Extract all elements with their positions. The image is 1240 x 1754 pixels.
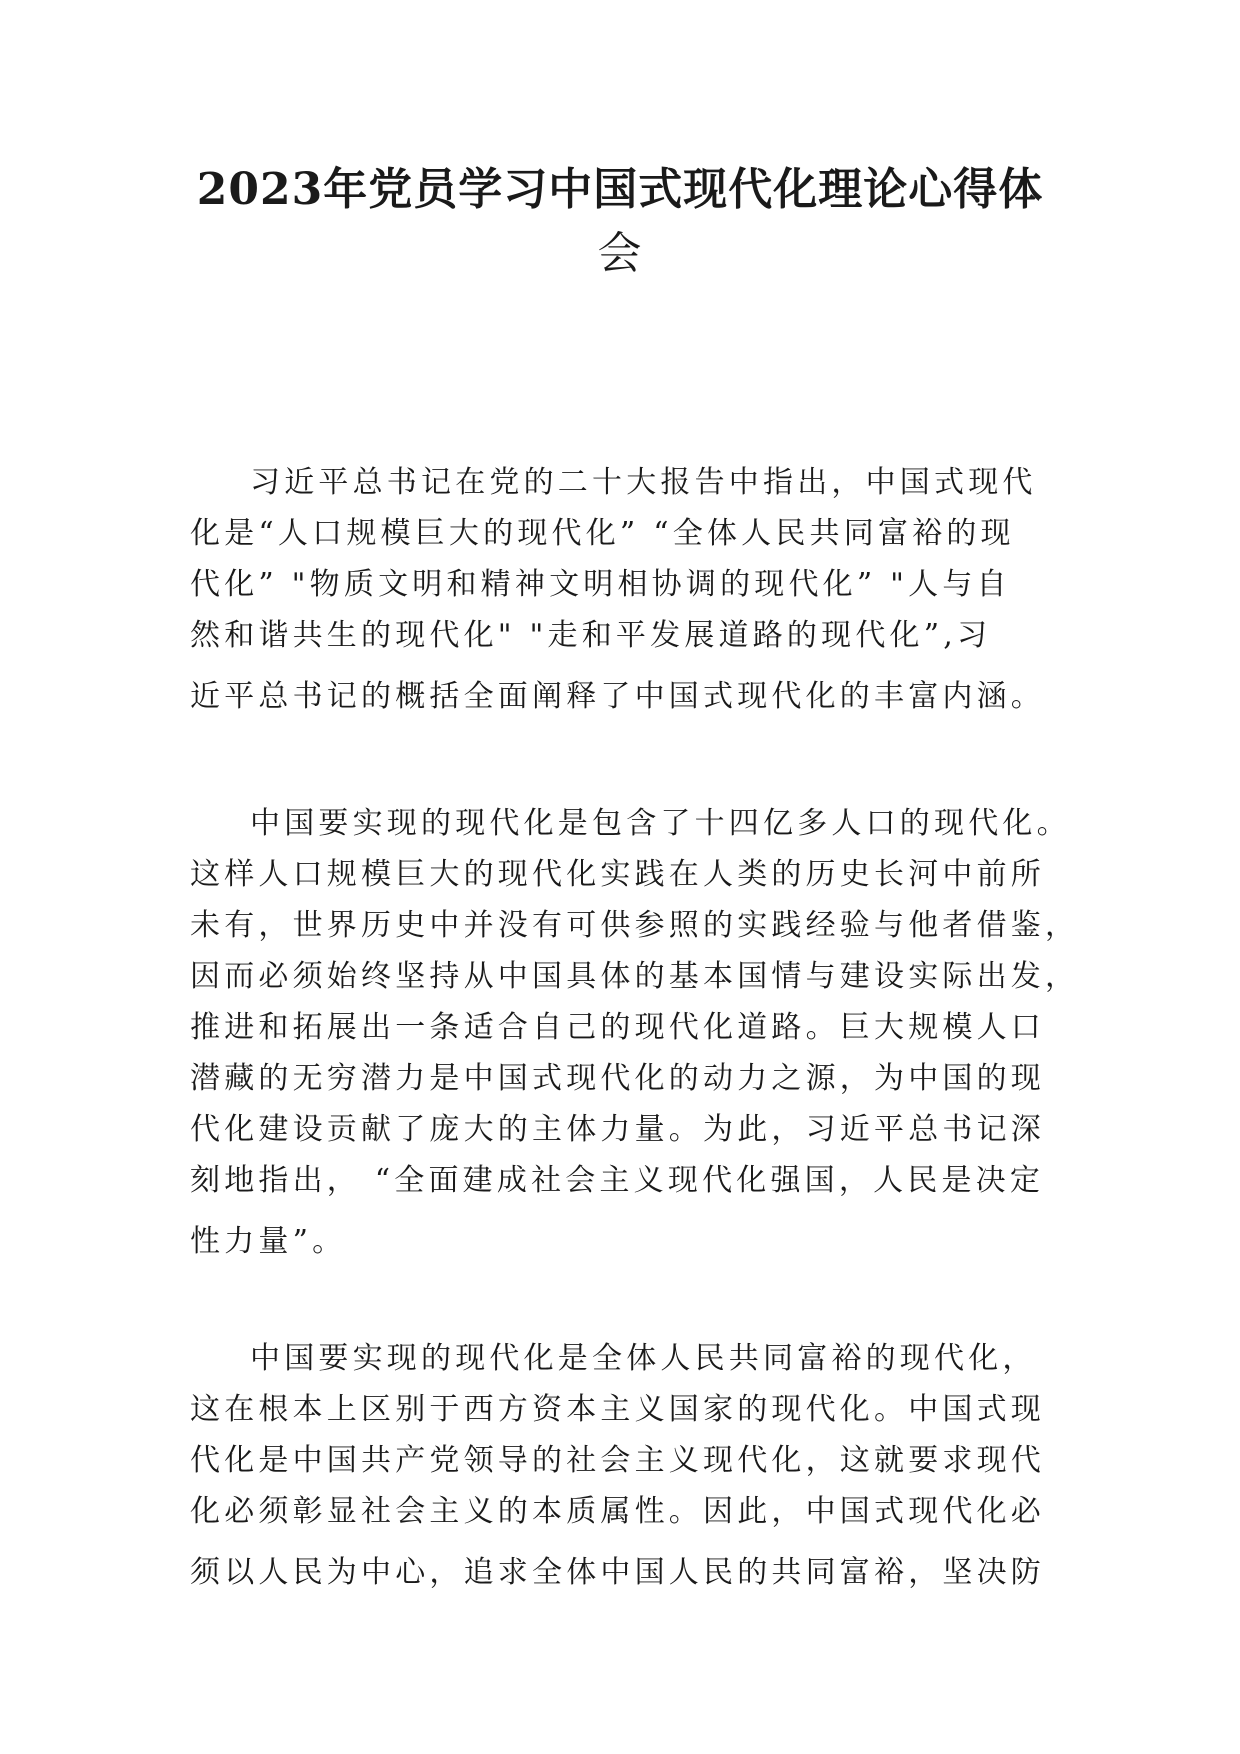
paragraph-line: 刻地指出， “全面建成社会主义现代化强国，人民是决定 bbox=[190, 1163, 1045, 1198]
paragraph-line: 潜藏的无穷潜力是中国式现代化的动力之源，为中国的现 bbox=[190, 1061, 1045, 1096]
paragraph-line: 性力量”。 bbox=[190, 1224, 347, 1259]
paragraph-line: 代化是中国共产党领导的社会主义现代化，这就要求现代 bbox=[190, 1443, 1045, 1478]
paragraph-3 bbox=[190, 1333, 1052, 1598]
title-line-2: 会 bbox=[597, 228, 643, 279]
document-title bbox=[180, 158, 1060, 286]
paragraph-line: 推进和拓展出一条适合自己的现代化道路。巨大规模人口 bbox=[190, 1010, 1045, 1045]
paragraph-line: 近平总书记的概括全面阐释了中国式现代化的丰富内涵。 bbox=[190, 679, 1045, 714]
paragraph-line: 化必须彰显社会主义的本质属性。因此，中国式现代化必 bbox=[190, 1494, 1045, 1529]
paragraph-line: 然和谐共生的现代化" "走和平发展道路的现代化”,习 bbox=[190, 618, 992, 653]
paragraph-line: 代化” "物质文明和精神文明相协调的现代化” "人与自 bbox=[190, 567, 1011, 602]
paragraph-1 bbox=[190, 457, 1052, 722]
paragraph-line: 中国要实现的现代化是全体人民共同富裕的现代化， bbox=[250, 1341, 1037, 1376]
paragraph-line: 未有，世界历史中并没有可供参照的实践经验与他者借鉴， bbox=[190, 908, 1080, 943]
title-line-1: 2023年党员学习中国式现代化理论心得体 bbox=[196, 164, 1044, 215]
paragraph-line: 因而必须始终坚持从中国具体的基本国情与建设实际出发， bbox=[190, 959, 1080, 994]
paragraph-line: 这样人口规模巨大的现代化实践在人类的历史长河中前所 bbox=[190, 857, 1045, 892]
paragraph-line: 习近平总书记在党的二十大报告中指出，中国式现代 bbox=[250, 465, 1037, 500]
paragraph-line: 化是“人口规模巨大的现代化” “全体人民共同富裕的现 bbox=[190, 516, 1015, 551]
paragraph-line: 须以人民为中心，追求全体中国人民的共同富裕，坚决防 bbox=[190, 1555, 1045, 1590]
paragraph-line: 中国要实现的现代化是包含了十四亿多人口的现代化。 bbox=[250, 806, 1071, 841]
paragraph-2 bbox=[190, 798, 1080, 1267]
paragraph-line: 代化建设贡献了庞大的主体力量。为此，习近平总书记深 bbox=[190, 1112, 1045, 1147]
paragraph-line: 这在根本上区别于西方资本主义国家的现代化。中国式现 bbox=[190, 1392, 1045, 1427]
